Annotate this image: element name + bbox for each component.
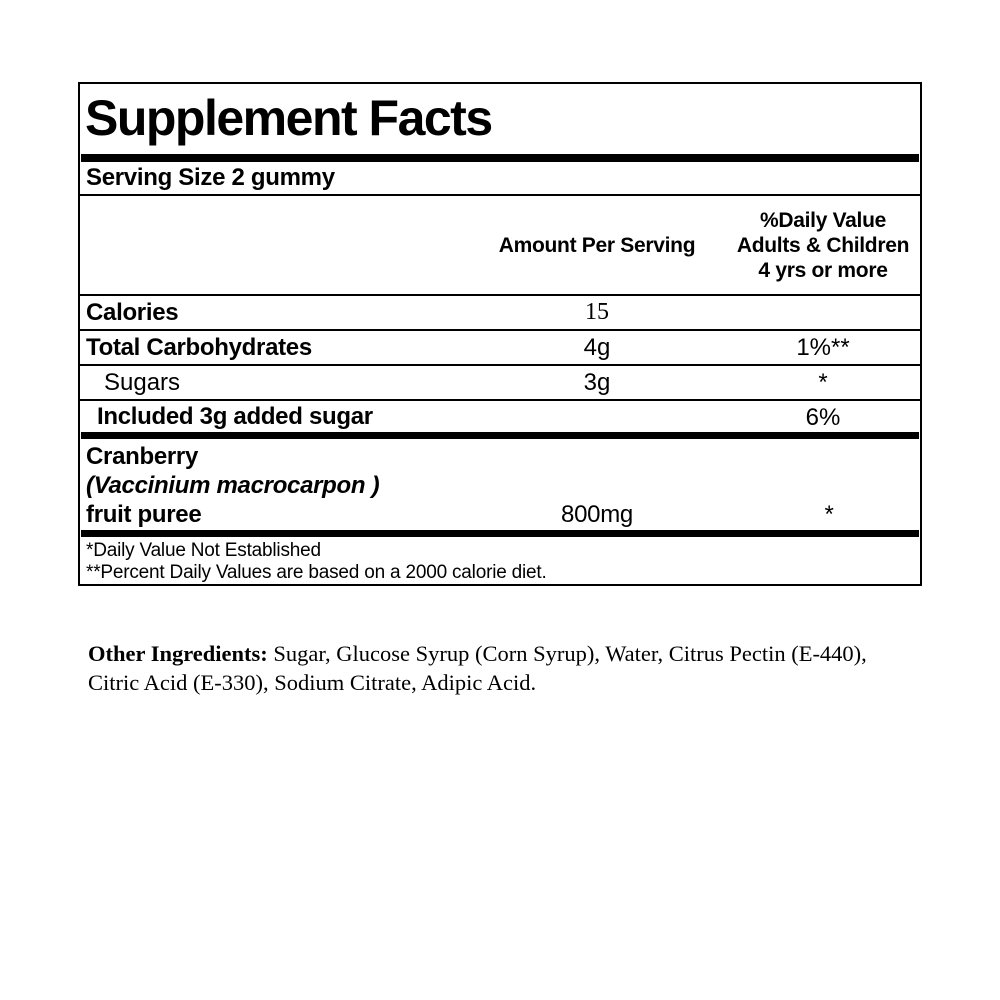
row-added-sugar-label: Included 3g added sugar	[97, 402, 373, 430]
daily-value-header-line3: 4 yrs or more	[758, 259, 888, 282]
cranberry-dv: *	[824, 501, 834, 528]
row-cranberry	[80, 439, 920, 530]
row-sugars-dv: *	[818, 369, 828, 396]
column-headers	[80, 196, 920, 294]
cranberry-fruit-puree-label: fruit puree	[86, 501, 202, 528]
row-sugars-label: Sugars	[104, 368, 181, 396]
other-ingredients	[88, 639, 890, 698]
footnotes	[80, 537, 920, 584]
supplement-facts-panel	[78, 82, 922, 586]
row-calories-amount: 15	[585, 299, 609, 325]
other-ingredients-label: Other Ingredients:	[88, 640, 268, 666]
cranberry-latin-name: (Vaccinium macrocarpon )	[86, 472, 380, 499]
daily-value-header-line2: Adults & Children	[736, 234, 910, 257]
daily-value-header-line1: %Daily Value	[760, 209, 886, 232]
footnote-percent-dv: **Percent Daily Values are based on a 2000 calorie diet.	[86, 562, 547, 583]
row-total-carbohydrates-dv: 1%**	[796, 334, 850, 361]
row-sugars-amount: 3g	[583, 369, 611, 396]
footnote-dv-not-established: *Daily Value Not Established	[86, 540, 321, 561]
row-total-carbohydrates-label: Total Carbohydrates	[86, 333, 312, 361]
divider-thick-bottom	[81, 530, 919, 537]
row-sugars	[80, 366, 920, 399]
row-calories	[80, 296, 920, 329]
row-total-carbohydrates	[80, 331, 920, 364]
cranberry-amount: 800mg	[561, 501, 633, 528]
row-calories-label: Calories	[86, 298, 179, 326]
amount-per-serving-header: Amount Per Serving	[498, 234, 696, 257]
other-ingredients-text: Sugar, Glucose Syrup (Corn Syrup), Water, Citrus Pectin (E-440), Citric Acid (E-330), Sodium Citrate, Adipic Acid.	[88, 640, 867, 695]
row-added-sugar-dv: 6%	[805, 404, 841, 431]
panel-title: Supplement Facts	[85, 90, 492, 146]
row-total-carbohydrates-amount: 4g	[583, 334, 611, 361]
daily-value-header	[728, 208, 918, 283]
cranberry-fruit-puree-line	[86, 500, 920, 529]
divider-thick-top	[81, 154, 919, 162]
row-added-sugar	[80, 401, 920, 432]
cranberry-name: Cranberry	[86, 443, 199, 470]
serving-size: Serving Size 2 gummy	[86, 164, 335, 191]
